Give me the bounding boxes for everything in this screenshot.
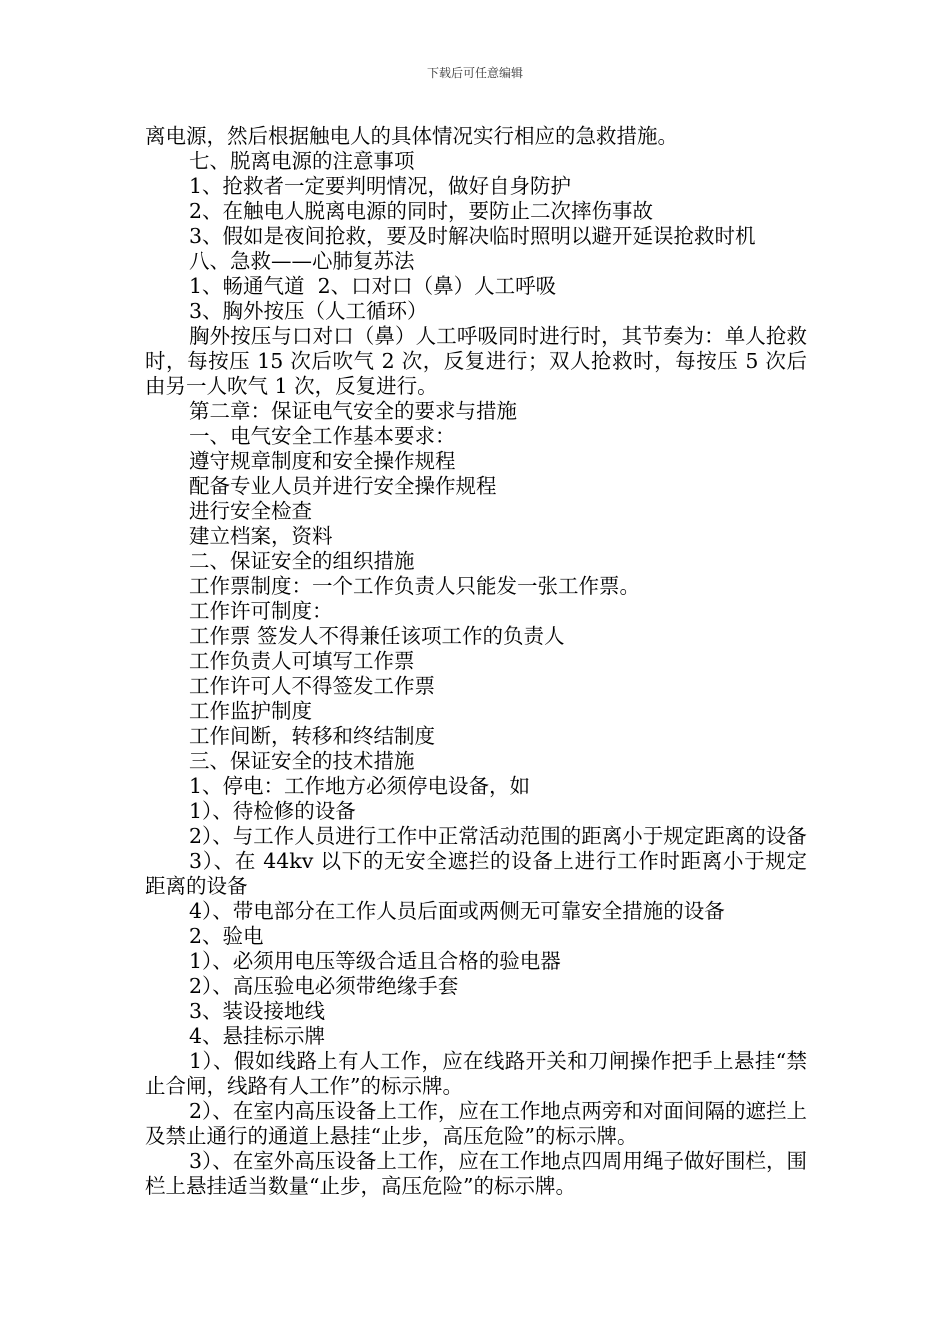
list-item: 2）、在室内高压设备上工作，应在工作地点两旁和对面间隔的遮拦上及禁止通行的通道上悬挂“止步，高压危险”的标示牌。 [145,1099,807,1148]
paragraph-line: 离电源，然后根据触电人的具体情况实行相应的急救措施。 [145,124,678,148]
list-item: 工作许可人不得签发工作票 [189,674,435,698]
list-item: 1、抢救者一定要判明情况，做好自身防护 [189,174,572,198]
paragraph: 胸外按压与口对口（鼻）人工呼吸同时进行时，其节奏为：单人抢救时，每按压 15 次后吹气 2 次，反复进行；双人抢救时，每按压 5 次后由另一人吹气 1 次，反复进行。 [145,324,807,398]
list-item: 4）、带电部分在工作人员后面或两侧无可靠安全措施的设备 [189,899,725,923]
list-item: 工作间断，转移和终结制度 [189,724,435,748]
list-item: 进行安全检查 [189,499,312,523]
section-heading: 八、急救——心肺复苏法 [189,249,415,273]
list-item: 工作票 签发人不得兼任该项工作的负责人 [189,624,565,648]
list-item: 配备专业人员并进行安全操作规程 [189,474,497,498]
page-header: 下载后可任意编辑 [426,66,523,80]
list-item: 4、悬挂标示牌 [189,1024,326,1048]
document-body [145,124,807,1199]
list-item: 3）、在室外高压设备上工作，应在工作地点四周用绳子做好围栏，围栏上悬挂适当数量“止步，高压危险”的标示牌。 [145,1149,807,1198]
list-item: 工作票制度：一个工作负责人只能发一张工作票。 [189,574,640,598]
section-heading: 一、电气安全工作基本要求： [189,424,456,448]
section-heading: 二、保证安全的组织措施 [189,549,415,573]
list-item: 3、胸外按压（人工循环） [189,299,428,323]
list-item: 工作许可制度： [189,599,333,623]
chapter-heading: 第二章：保证电气安全的要求与措施 [189,399,517,423]
list-item: 2）、与工作人员进行工作中正常活动范围的距离小于规定距离的设备 [189,824,807,848]
list-item: 2、验电 [189,924,264,948]
section-heading: 三、保证安全的技术措施 [189,749,415,773]
section-heading: 七、脱离电源的注意事项 [189,149,415,173]
list-item: 1）、待检修的设备 [189,799,356,823]
list-item: 遵守规章制度和安全操作规程 [189,449,456,473]
list-item: 工作监护制度 [189,699,312,723]
list-item: 3）、在 44kv 以下的无安全遮拦的设备上进行工作时距离小于规定距离的设备 [145,849,807,898]
list-item: 1、停电：工作地方必须停电设备，如 [189,774,531,798]
list-item: 1）、假如线路上有人工作，应在线路开关和刀闸操作把手上悬挂“禁止合闸，线路有人工作”的标示牌。 [145,1049,807,1098]
list-item: 2）、高压验电必须带绝缘手套 [189,974,459,998]
list-item: 3、装设接地线 [189,999,326,1023]
list-item: 2、在触电人脱离电源的同时，要防止二次摔伤事故 [189,199,654,223]
list-item: 工作负责人可填写工作票 [189,649,415,673]
list-item: 3、假如是夜间抢救，要及时解决临时照明以避开延误抢救时机 [189,224,756,248]
list-item: 1、畅通气道 2、口对口（鼻）人工呼吸 [189,274,557,298]
list-item: 建立档案，资料 [189,524,333,548]
list-item: 1）、必须用电压等级合适且合格的验电器 [189,949,561,973]
